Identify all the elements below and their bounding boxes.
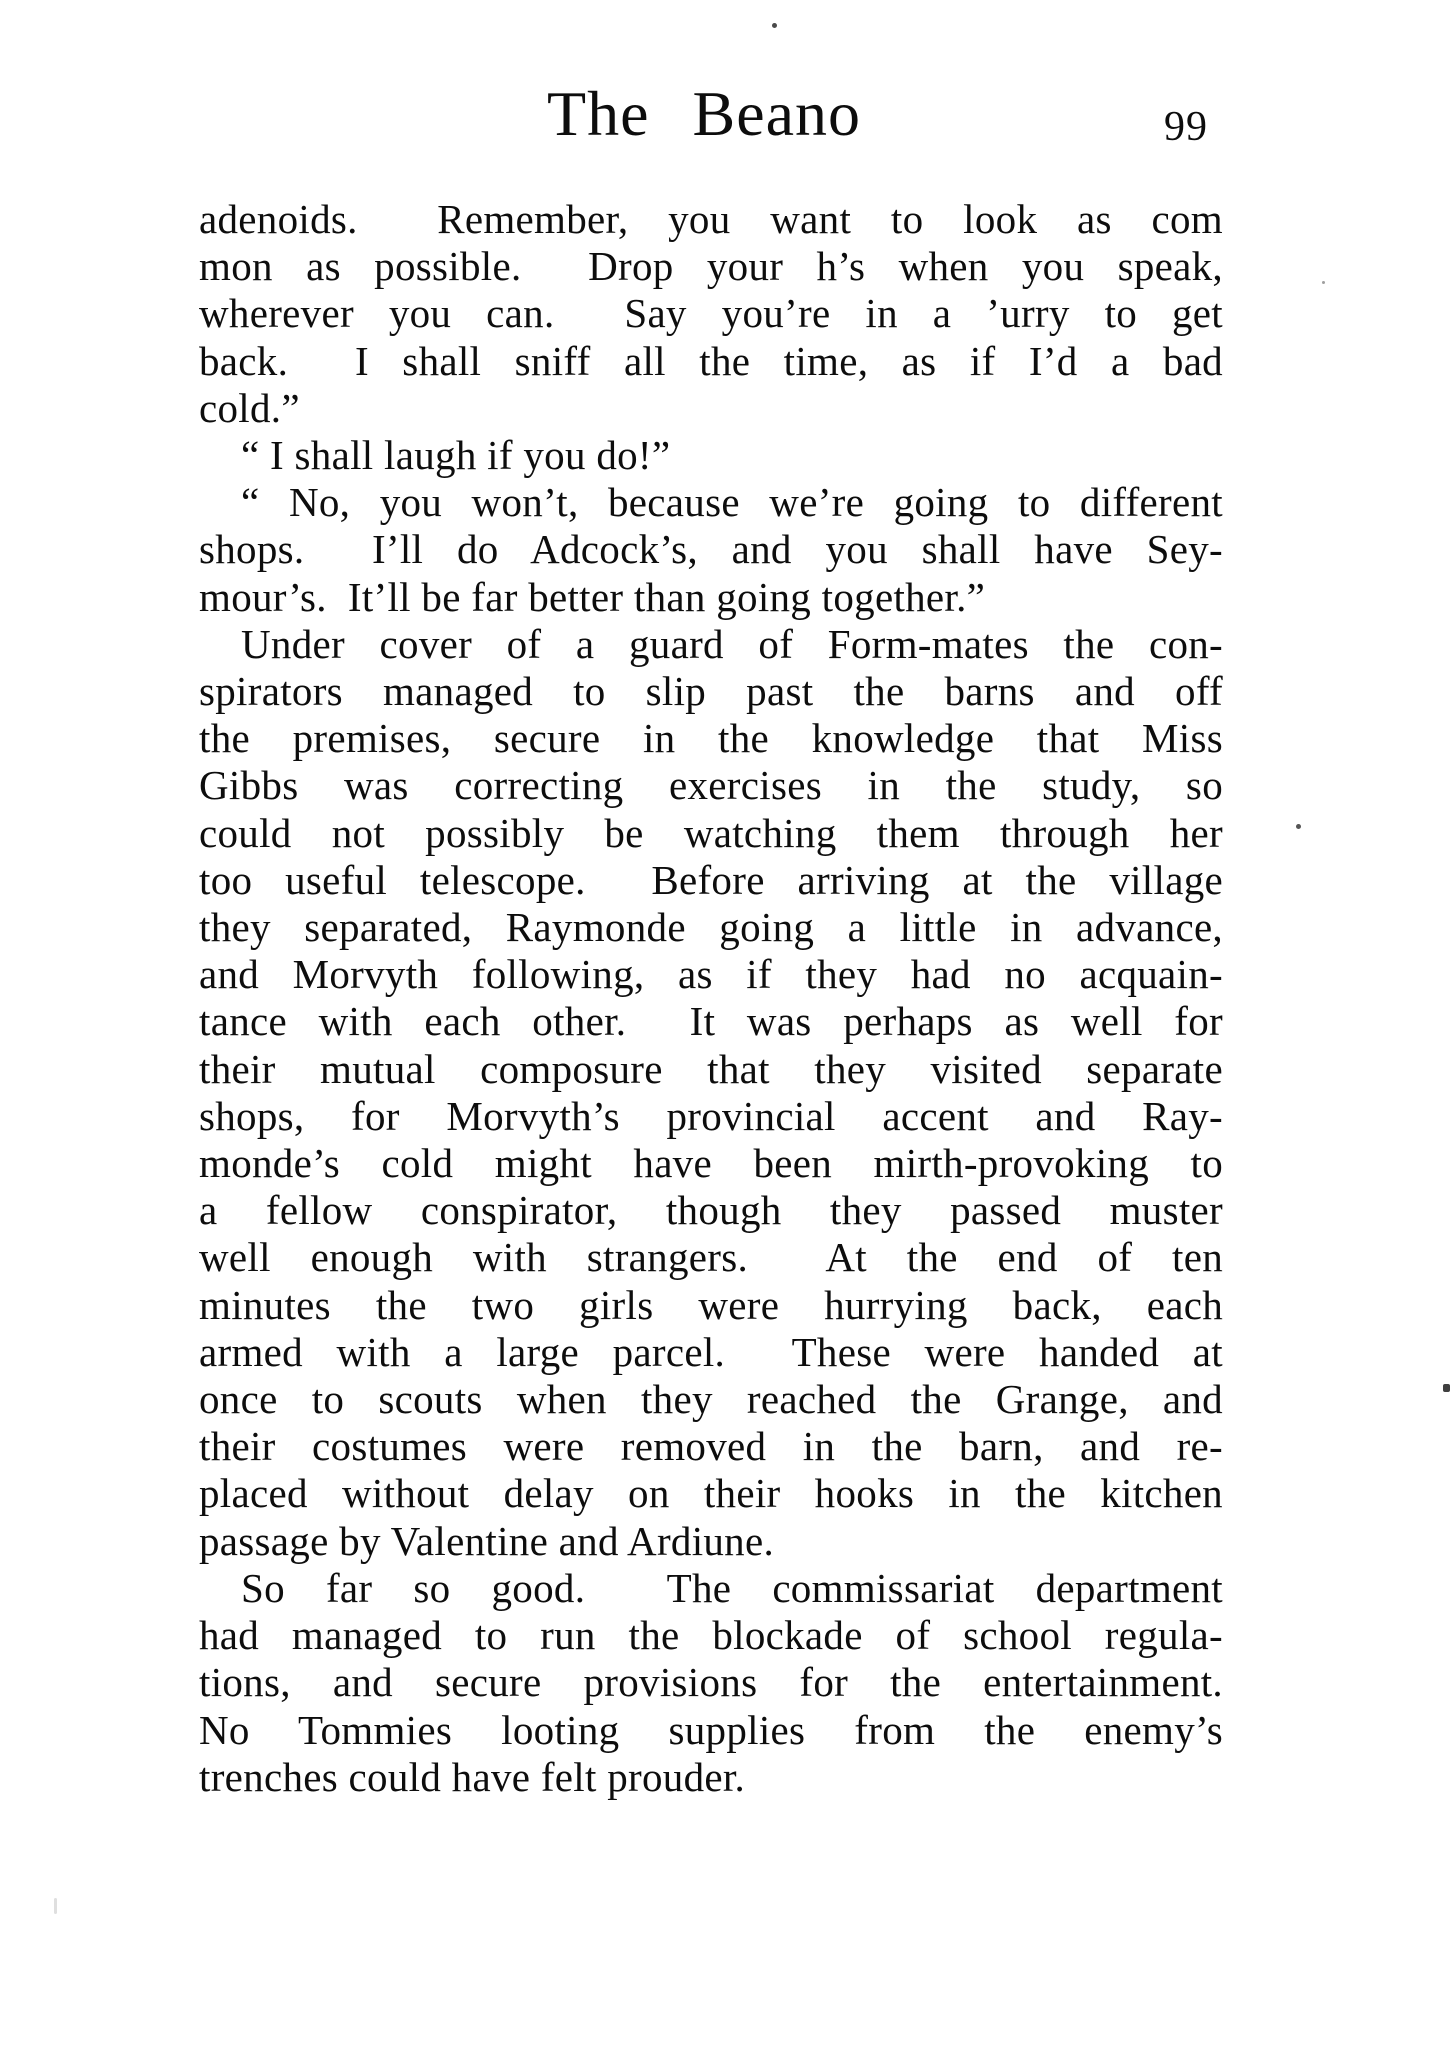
text-line: tance with each other. It was perhaps as well for — [199, 998, 1223, 1045]
scan-speck — [1443, 1384, 1450, 1392]
text-line: once to scouts when they reached the Grange, and — [199, 1376, 1223, 1423]
text-line: minutes the two girls were hurrying back, each — [199, 1281, 1223, 1328]
text-line: mon as possible. Drop your h’s when you speak, — [199, 243, 1223, 290]
text-line: passage by Valentine and Ardiune. — [199, 1517, 775, 1564]
text-line: “ No, you won’t, because we’re going to different — [241, 479, 1223, 526]
text-line: armed with a large parcel. These were handed at — [199, 1328, 1223, 1375]
text-line: trenches could have felt prouder. — [199, 1753, 746, 1800]
text-line: placed without delay on their hooks in the kitchen — [199, 1470, 1223, 1517]
scan-smudge — [54, 1898, 57, 1914]
text-line: could not possibly be watching them through her — [199, 809, 1223, 856]
text-line: wherever you can. Say you’re in a ’urry to get — [199, 290, 1223, 337]
text-line: mour’s. It’ll be far better than going together.” — [199, 573, 986, 620]
page-title: The Beano — [547, 78, 861, 149]
text-line: Gibbs was correcting exercises in the study, so — [199, 762, 1223, 809]
text-line: they separated, Raymonde going a little in advance, — [199, 904, 1223, 951]
text-line: tions, and secure provisions for the entertainment. — [199, 1659, 1223, 1706]
text-line: adenoids. Remember, you want to look as com — [199, 196, 1223, 242]
text-line: “ I shall laugh if you do!” — [241, 432, 671, 479]
text-line: and Morvyth following, as if they had no acquain- — [199, 951, 1223, 998]
text-line: Under cover of a guard of Form-mates the con- — [241, 620, 1223, 667]
scan-speck — [1296, 824, 1301, 829]
text-line: well enough with strangers. At the end of ten — [199, 1234, 1223, 1281]
page-number: 99 — [1164, 104, 1208, 150]
text-line: shops, for Morvyth’s provincial accent and Ray- — [199, 1092, 1223, 1139]
text-line: a fellow conspirator, though they passed muster — [199, 1187, 1223, 1234]
text-line: cold.” — [199, 384, 300, 431]
body-text — [199, 196, 1223, 1801]
text-line: shops. I’ll do Adcock’s, and you shall have Sey- — [199, 526, 1223, 573]
text-line: No Tommies looting supplies from the enemy’s — [199, 1706, 1223, 1753]
scan-speck — [1322, 281, 1325, 284]
text-line: So far so good. The commissariat department — [241, 1564, 1223, 1611]
text-line: their mutual composure that they visited separate — [199, 1045, 1223, 1092]
text-line: spirators managed to slip past the barns and off — [199, 668, 1223, 715]
text-line: their costumes were removed in the barn, and re- — [199, 1423, 1223, 1470]
text-line: monde’s cold might have been mirth-provoking to — [199, 1140, 1223, 1187]
text-line: too useful telescope. Before arriving at the village — [199, 856, 1223, 903]
scan-speck — [772, 23, 777, 28]
text-line: back. I shall sniff all the time, as if I’d a bad — [199, 337, 1223, 384]
text-line: the premises, secure in the knowledge that Miss — [199, 715, 1223, 762]
text-line: had managed to run the blockade of school regula- — [199, 1612, 1223, 1659]
